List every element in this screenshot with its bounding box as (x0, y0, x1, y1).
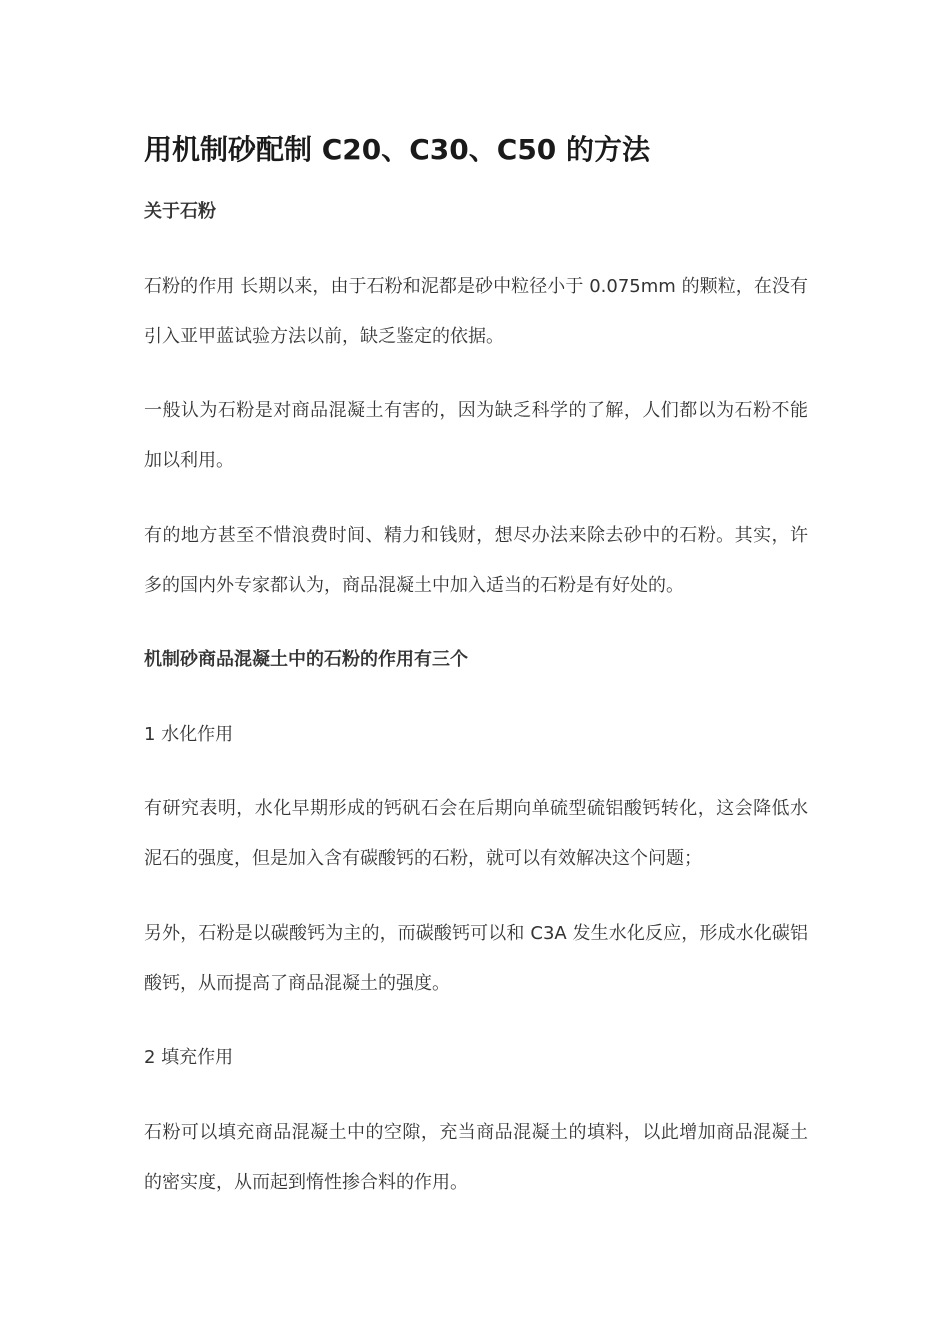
paragraph-filling-effect: 石粉可以填充商品混凝土中的空隙，充当商品混凝土的填料，以此增加商品混凝土的密实度，从而起到惰性掺合料的作用。 (144, 1122, 808, 1193)
section-heading-three-roles: 机制砂商品混凝土中的石粉的作用有三个 (144, 649, 468, 670)
subheading-hydration: 1 水化作用 (144, 724, 234, 745)
paragraph-harmful-belief: 一般认为石粉是对商品混凝土有害的，因为缺乏科学的了解，人们都以为石粉不能加以利用。 (144, 400, 808, 471)
section-heading-stone-powder: 关于石粉 (144, 201, 216, 222)
paragraph-ettringite: 有研究表明，水化早期形成的钙矾石会在后期向单硫型硫铝酸钙转化，这会降低水泥石的强度，但是加入含有碳酸钙的石粉，就可以有效解决这个问题； (144, 798, 808, 869)
paragraph-removal-effort: 有的地方甚至不惜浪费时间、精力和钱财，想尽办法来除去砂中的石粉。其实，许多的国内外专家都认为，商品混凝土中加入适当的石粉是有好处的。 (144, 525, 808, 596)
paragraph-stone-powder-role: 石粉的作用 长期以来，由于石粉和泥都是砂中粒径小于 0.075mm 的颗粒，在没有引入亚甲蓝试验方法以前，缺乏鉴定的依据。 (144, 276, 808, 347)
document-title: 用机制砂配制 C20、C30、C50 的方法 (144, 133, 651, 166)
subheading-filling: 2 填充作用 (144, 1047, 234, 1068)
paragraph-calcium-carbonate: 另外，石粉是以碳酸钙为主的，而碳酸钙可以和 C3A 发生水化反应，形成水化碳铝酸钙，从而提高了商品混凝土的强度。 (144, 923, 808, 994)
